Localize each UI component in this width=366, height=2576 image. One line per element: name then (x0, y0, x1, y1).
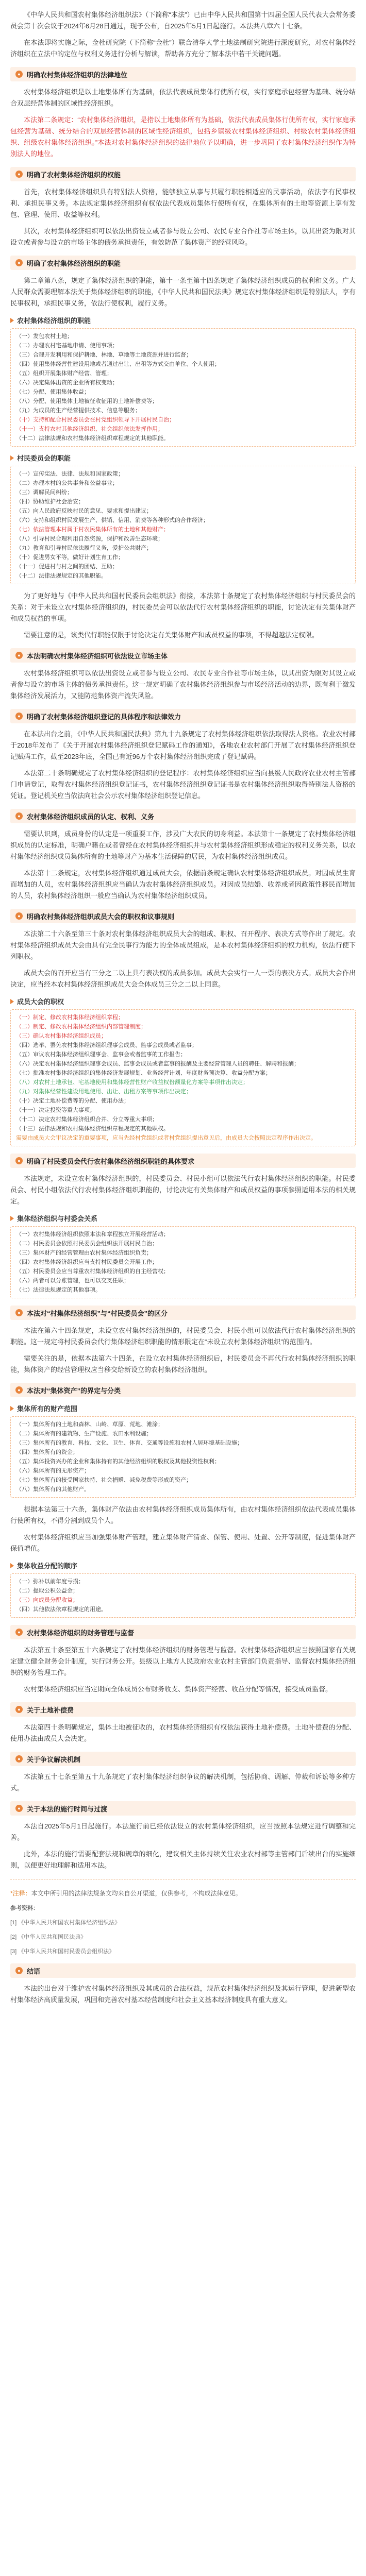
triangle-icon (10, 455, 14, 461)
box-2-item: （四）协助维护社会治安； (16, 499, 84, 505)
box-2-item: （十二）法律法规规定的其他职能。 (16, 573, 107, 579)
box-3-item: （二）制定、修改农村集体经济组织内部管理制度； (16, 1024, 146, 1030)
section-12-header: ● 关于土地补偿费 (10, 1702, 356, 1717)
box-5-item: （七）集体所有的接受国家扶持、社会捐赠、减免税费等形成的资产； (16, 1477, 192, 1483)
triangle-icon (10, 1406, 14, 1411)
section-11-header: ● 农村集体经济组织的财务管理与监督 (10, 1625, 356, 1639)
reference-title: 参考资料： (10, 1905, 39, 1911)
box-5-item: （二）集体所有的建筑物、生产设施、农田水利设施； (16, 1431, 152, 1437)
footer-note: *注释：本文中所引用的法律法规条文均来自公开渠道，仅供参考，不构成法律意见。 (10, 1890, 242, 1897)
box-4-item: （一）农村集体经济组织依照本法和章程独立开展经营活动； (16, 1231, 169, 1238)
section-9-paragraph-2: 需要关注的是，依据本法第六十四条，在设立农村集体经济组织后，村民委员会不再代行农村集体经济组织的职能，集体资产的经营管理权应当移交给新设立的农村集体经济组织。 (10, 1354, 356, 1374)
box-6-item: （一）弥补以前年度亏损； (16, 1579, 84, 1585)
section-6-header: ● 农村集体经济组织成员的认定、权利、义务 (10, 809, 356, 823)
section-9-header: ● 本法对“村集体经济组织”与“村民委员会”的区分 (10, 1306, 356, 1320)
reference-item: [2] 《中华人民共和国民法典》 (10, 1934, 87, 1940)
box-3-item: （十二）决定农村集体经济组织合并、分立等重大事项； (16, 1116, 158, 1123)
box-5-item: （五）集体投资兴办的企业和集体持有的其他经济组织的股权及其他投资性权利； (16, 1459, 220, 1465)
bullet-icon: ● (15, 1805, 23, 1812)
section-5-paragraph-2: 本法第二十条明确规定了农村集体经济组织的登记程序：农村集体经济组织应当向县级人民政府农业农村主管部门申请登记，取得农村集体经济组织登记证书，农村集体经济组织登记证书是农村集体经济组织取得特别法人资格的凭证。登记机关应当依法向社会公示农村集体经济组织登记信息。 (10, 769, 356, 800)
bullet-icon: ● (15, 171, 23, 178)
box-1-item: （八）分配、使用集体土地被征收征用的土地补偿费等； (16, 398, 158, 404)
bullet-icon: ● (15, 652, 23, 659)
box-6 (10, 1573, 356, 1618)
box-1-item: （五）组织开展集体财产经营、管理； (16, 370, 112, 377)
section-10-paragraph-2: 农村集体经济组织应当加强集体财产管理，建立集体财产清查、保管、使用、处置、公开等制度，促进集体财产保值增值。 (10, 1533, 356, 1552)
section-1-header: ● 明确农村集体经济组织的法律地位 (10, 67, 356, 81)
box-5 (10, 1416, 356, 1498)
box-4-title: 集体经济组织与村委会关系 (10, 1213, 356, 1223)
bullet-icon: ● (15, 1706, 23, 1713)
box-2-title: 村民委员会的职能 (10, 453, 356, 463)
section-7-paragraph-1: 本法第二十六条至第三十条对农村集体经济组织成员大会的组成、职权、召开程序、表决方式等作出了规定。农村集体经济组织成员大会由具有完全民事行为能力的全体成员组成，是本农村集体经济组织的权力机构，依法行使下列职权。 (10, 930, 356, 960)
box-3-item: （十）决定土地补偿费等的分配、使用办法； (16, 1098, 129, 1104)
bullet-icon: ● (15, 1309, 23, 1316)
box-1-item: （四）使用集体经营性建设用地或者通过出让、出租等方式交由单位、个人使用； (16, 361, 220, 367)
box-3-item: （七）批准农村集体经济组织的集体经济发展规划、业务经营计划、年度财务预决算、收益分配方案； (16, 1070, 271, 1076)
box-3-item: （九）对集体经营性建设用地使用、出让、出租方案等事项作出决定； (16, 1089, 192, 1095)
section-6-paragraph-1: 需要认识到，成员身份的认定是一项重要工作，涉及广大农民的切身利益。本法第十一条规定了农村集体经济组织成员的认定标准，明确户籍在或者曾经在农村集体经济组织并与农村集体经济组织形成稳定的权利义务关系，以农村集体经济组织成员集体所有的土地等财产为基本生活保障的居民，为农村集体经济组织成员。 (10, 830, 356, 860)
section-3-paragraph-1: 第二章第八条，规定了集体经济组织的职能，第十一条至第十四条规定了集体经济组织成员的权利和义务。广大人民群众需要理解本法关于集体经济组织的职能，《中华人民共和国民法典》规定农村集体经济组织是特别法人，享有民事权利，承担民事义务，依法行使权利，履行义务。 (10, 277, 356, 307)
reference-item: [1] 《中华人民共和国农村集体经济组织法》 (10, 1920, 121, 1926)
box-1-item: （二）办理农村宅基地申请、使用事项； (16, 343, 118, 349)
section-2-paragraph-2: 其次，农村集体经济组织可以依法出资设立或者参与设立公司、农民专业合作社等市场主体，以其出资为限对其设立或者参与设立的市场主体的债务承担责任，有效防范了集体资产的经营风险。 (10, 227, 356, 246)
box-6-item: （四）其他依法依章程规定的用途。 (16, 1606, 107, 1613)
bullet-icon: ● (15, 71, 23, 78)
bullet-icon: ● (15, 713, 23, 720)
section-5-header: ● 明确了农村集体经济组织登记的具体程序和法律效力 (10, 709, 356, 723)
box-3-item: （十一）决定投资等重大事项； (16, 1107, 95, 1113)
section-5-paragraph-1: 在本法出台之前，《中华人民共和国民法典》第九十九条规定了农村集体经济组织依法取得法人资格。农业农村部于2018年发布了《关于开展农村集体经济组织登记赋码工作的通知》，各地农业农村部门开展了农村集体经济组织登记赋码工作，截至2023年底，全国已有近96万个农村集体经济组织完成了登记赋码。 (10, 730, 356, 760)
box-2-item: （五）向人民政府反映村民的意见、要求和提出建议； (16, 508, 152, 514)
box-2-item: （三）调解民间纠纷； (16, 489, 73, 496)
box-4 (10, 1226, 356, 1298)
bullet-icon: ● (15, 1967, 23, 1974)
bullet-icon: ● (15, 912, 23, 920)
bullet-icon: ● (15, 1629, 23, 1636)
box-1-item: （九）为成员的生产经营提供技术、信息等服务； (16, 408, 141, 414)
divider (10, 1879, 356, 1880)
section-7-paragraph-2: 成员大会的召开应当有三分之二以上具有表决权的成员参加。成员大会实行一人一票的表决方式。成员大会作出决定，应当经本农村集体经济组织成员大会全体成员三分之二以上同意。 (10, 969, 356, 988)
triangle-icon (10, 999, 14, 1004)
section-8-paragraph-1: 本法规定，未设立农村集体经济组织的，村民委员会、村民小组可以依法代行农村集体经济组织的职能。村民委员会、村民小组依法代行农村集体经济组织职能的，讨论决定有关集体财产和成员权益的事项参照适用本法的相关规定。 (10, 1175, 356, 1205)
box-4-item: （七）法律法规规定的其他事项。 (16, 1287, 101, 1293)
box-1-item: （一）发包农村土地； (16, 333, 73, 340)
section-8-header: ● 明确了村民委员会代行农村集体经济组织职能的具体要求 (10, 1154, 356, 1168)
section-10-header: ● 本法对“集体资产”的界定与分类 (10, 1383, 356, 1397)
section-3-paragraph-3: 需要注意的是，该类代行职能仅限于讨论决定有关集体财产和成员权益的事项，不得超越法定权限。 (24, 631, 319, 639)
section-4-header: ● 本法明确农村集体经济组织可依法设立市场主体 (10, 648, 356, 663)
intro-paragraph-1: 《中华人民共和国农村集体经济组织法》（下简称“本法”）已由中华人民共和国第十四届全国人民代表大会常务委员会第十次会议于2024年6月28日通过，现予公布，自2025年5月1日起施行。本法共八章六十七条。 (10, 11, 356, 30)
box-1-item: （十）支持和配合村民委员会在村党组织领导下开展村民自治； (16, 417, 175, 423)
section-12-paragraph-1: 本法第四十条明确规定，集体土地被征收的，农村集体经济组织有权依法获得土地补偿费。土地补偿费的分配、使用办法由成员大会决定。 (10, 1723, 356, 1742)
box-2-item: （七）依法管理本村属于村农民集体所有的土地和其他财产； (16, 527, 169, 533)
closing-header: ● 结语 (10, 1963, 356, 1978)
section-14-paragraph-2: 此外，本法的施行需要配套法规和规章的细化，建议相关主体持续关注农业农村部等主管部门后续出台的实施细则，以便更好地理解和适用本法。 (10, 1850, 356, 1869)
box-4-item: （六）两者可以分账管理，也可以交叉任职； (16, 1278, 129, 1284)
box-3-note: 需要由成员大会审议决定的重要事项，应当先经村党组织或者村党组织提出意见后，由成员大会按照法定程序作出决定。 (16, 1135, 317, 1141)
bullet-icon: ● (15, 1386, 23, 1394)
box-5-item: （一）集体所有的土地和森林、山岭、草原、荒地、滩涂； (16, 1421, 163, 1428)
section-2-paragraph-1: 首先，农村集体经济组织具有特别法人资格，能够独立从事与其履行职能相适应的民事活动，依法享有民事权利、承担民事义务。本法规定集体经济组织有权依法代表成员集体行使所有权，在集体所有的土地等资源上享有发包、管理、使用、收益等权利。 (10, 188, 356, 218)
box-2-item: （八）引导村民合理利用自然资源，保护和改善生态环境； (16, 536, 163, 542)
box-4-item: （二）村民委员会依照村民委员会组织法开展村民自治； (16, 1241, 158, 1247)
section-13-header: ● 关于争议解决机制 (10, 1752, 356, 1766)
box-4-item: （五）村民委员会应当尊重农村集体经济组织的自主经营权； (16, 1268, 169, 1275)
box-2-item: （六）支持和组织村民发展生产、供销、信用、消费等各种形式的合作经济； (16, 517, 209, 523)
section-3-header: ● 明确了农村集体经济组织的职能 (10, 256, 356, 270)
box-3-item: （四）选举、罢免农村集体经济组织理事会成员、监事会成员或者监事； (16, 1042, 197, 1048)
box-6-item: （二）提取公积公益金； (16, 1588, 78, 1594)
box-3-item: （八）对农村土地承包、宅基地使用和集体经营性财产收益权份额量化方案等事项作出决定； (16, 1079, 248, 1086)
box-1-item: （三）合理开发利用和保护耕地、林地、草地等土地资源并进行监督； (16, 352, 192, 358)
box-5-title: 集体所有的财产范围 (10, 1403, 356, 1413)
box-2-item: （十一）促进村与村之间的团结、互助； (16, 564, 118, 570)
box-1-item: （十一）支持农村其他经济组织、社会组织依法发挥作用； (16, 426, 163, 432)
section-14-paragraph-1: 本法自2025年5月1日起施行。本法施行前已经依法设立的农村集体经济组织，应当按照本法规定进行调整和完善。 (10, 1822, 356, 1841)
section-11-paragraph-2: 农村集体经济组织应当定期向全体成员公布财务收支、集体资产经营、收益分配等情况，接受成员监督。 (24, 1685, 332, 1693)
bullet-icon: ● (15, 1755, 23, 1762)
section-4-paragraph-1: 农村集体经济组织可以依法出资设立或者参与设立公司、农民专业合作社等市场主体，以其出资为限对其设立或者参与设立的市场主体的债务承担责任。这一规定明确了农村集体经济组织参与市场经济活动的边界，既有利于激发集体经济发展活力，又能防范集体资产流失风险。 (10, 669, 356, 700)
box-3-title: 成员大会的职权 (10, 996, 356, 1006)
box-3-item: （一）制定、修改农村集体经济组织章程； (16, 1014, 124, 1021)
box-1-title: 农村集体经济组织的职能 (10, 315, 356, 325)
section-10-paragraph-1: 根据本法第三十六条，集体财产依法由农村集体经济组织成员集体所有，由农村集体经济组织依法代表成员集体行使所有权，不得分割到成员个人。 (10, 1505, 356, 1524)
section-3-paragraph-2: 为了更好地与《中华人民共和国村民委员会组织法》衔接，本法第十条规定了农村集体经济组织与村民委员会的关系：对于未设立农村集体经济组织的，村民委员会可以依法代行农村集体经济组织的职能，讨论决定有关集体财产和成员权益的事项。 (10, 592, 356, 622)
box-3 (10, 1009, 356, 1146)
triangle-icon (10, 1563, 14, 1568)
section-9-paragraph-1: 本法在第六十四条规定，未设立农村集体经济组织的，村民委员会、村民小组可以依法代行农村集体经济组织的职能。这一规定将村民委员会代行集体经济组织职能的情形限定在“未设立农村集体经济组织”的范围内。 (10, 1327, 356, 1346)
section-14-header: ● 关于本法的施行时间与过渡 (10, 1801, 356, 1816)
closing-paragraph: 本法的出台对于维护农村集体经济组织及其成员的合法权益，规范农村集体经济组织及其运行管理，促进新型农村集体经济高质量发展，巩固和完善农村基本经营制度和社会主义基本经济制度具有重大意义。 (10, 1985, 356, 2004)
section-2-header: ● 明确了农村集体经济组织的权能 (10, 167, 356, 181)
box-2-item: （九）教育和引导村民依法履行义务，爱护公共财产； (16, 545, 152, 551)
bullet-icon: ● (15, 259, 23, 266)
box-3-item: （三）确认农村集体经济组织成员； (16, 1033, 107, 1039)
section-13-paragraph-1: 本法第五十七条至第五十九条规定了农村集体经济组织争议的解决机制，包括协商、调解、仲裁和诉讼等多种方式。 (10, 1773, 356, 1792)
box-5-item: （八）集体所有的其他财产。 (16, 1486, 90, 1493)
box-6-item: （三）向成员分配收益； (16, 1597, 78, 1603)
section-6-paragraph-2: 本法第十二条规定，农村集体经济组织通过成员大会，依据前条规定确认农村集体经济组织成员。对因成员生育而增加的人员，农村集体经济组织应当确认为农村集体经济组织成员。对因成员结婚、收养或者因政策性移民而增加的人员，农村集体经济组织一般应当确认为农村集体经济组织成员。 (10, 869, 356, 900)
box-4-item: （四）农村集体经济组织应当支持村民委员会开展工作； (16, 1259, 158, 1265)
box-4-item: （三）集体财产的经营管理由农村集体经济组织负责； (16, 1250, 152, 1256)
triangle-icon (10, 1216, 14, 1221)
box-1-item: （十二）法律法规和农村集体经济组织章程规定的其他职能。 (16, 435, 169, 442)
bullet-icon: ● (15, 812, 23, 820)
box-5-item: （四）集体所有的资金； (16, 1449, 78, 1455)
box-1-item: （七）分配、使用集体收益； (16, 389, 90, 395)
box-2-item: （一）宣传宪法、法律、法规和国家政策； (16, 471, 124, 477)
section-7-header: ● 明确农村集体经济组织成员大会的职权和议事规则 (10, 909, 356, 923)
triangle-icon (10, 318, 14, 323)
intro-paragraph-2: 在本法即将实施之际，金杜研究院（下简称“金杜”）联合清华大学土地法制研究院进行深度研究，对农村集体经济组织在立法中的定位与权利义务进行分析与解读，帮助各方充分了解本法中若干关键问题。 (10, 39, 356, 58)
box-2-item: （十）促进男女平等，做好计划生育工作； (16, 554, 124, 561)
box-3-item: （六）决定农村集体经济组织理事会成员、监事会成员或者监事的报酬及主要经营管理人员的聘任、解聘和报酬； (16, 1061, 300, 1067)
box-5-item: （六）集体所有的无形资产； (16, 1468, 90, 1474)
section-1-paragraph-1: 农村集体经济组织是以土地集体所有为基础，依法代表成员集体行使所有权，实行家庭承包经营为基础、统分结合双层经营体制的区域性经济组织。 (10, 88, 356, 107)
box-1-item: （六）决定集体出资的企业所有权变动； (16, 380, 118, 386)
reference-item: [3] 《中华人民共和国村民委员会组织法》 (10, 1948, 115, 1955)
box-1 (10, 328, 356, 447)
box-2-item: （二）办理本村的公共事务和公益事业； (16, 480, 118, 486)
bullet-icon: ● (15, 1157, 23, 1164)
section-11-paragraph-1: 本法第五十条至第五十六条规定了农村集体经济组织的财务管理与监督。农村集体经济组织应当按照国家有关规定建立健全财务会计制度，实行财务公开。县级以上地方人民政府农业农村主管部门负责指导、监督农村集体经济组织的财务管理工作。 (10, 1646, 356, 1676)
box-6-title: 集体收益分配的顺序 (10, 1561, 356, 1570)
section-1-paragraph-2: 本法第二条规定：“农村集体经济组织，是指以土地集体所有为基础，依法代表成员集体行使所有权，实行家庭承包经营为基础、统分结合的双层经营体制的区域性经济组织，包括乡镇级农村集体经济组织、村级农村集体经济组织、组级农村集体经济组织。”本法对农村集体经济组织的法律地位予以明确，进一步巩固了农村集体经济组织作为特别法人的地位。 (10, 116, 356, 158)
box-3-item: （五）审议农村集体经济组织理事会、监事会或者监事的工作报告； (16, 1052, 186, 1058)
box-5-item: （三）集体所有的教育、科技、文化、卫生、体育、交通等设施和农村人居环境基础设施； (16, 1440, 243, 1446)
box-2 (10, 466, 356, 584)
box-3-item: （十三）法律法规和农村集体经济组织章程规定的其他职权。 (16, 1126, 169, 1132)
